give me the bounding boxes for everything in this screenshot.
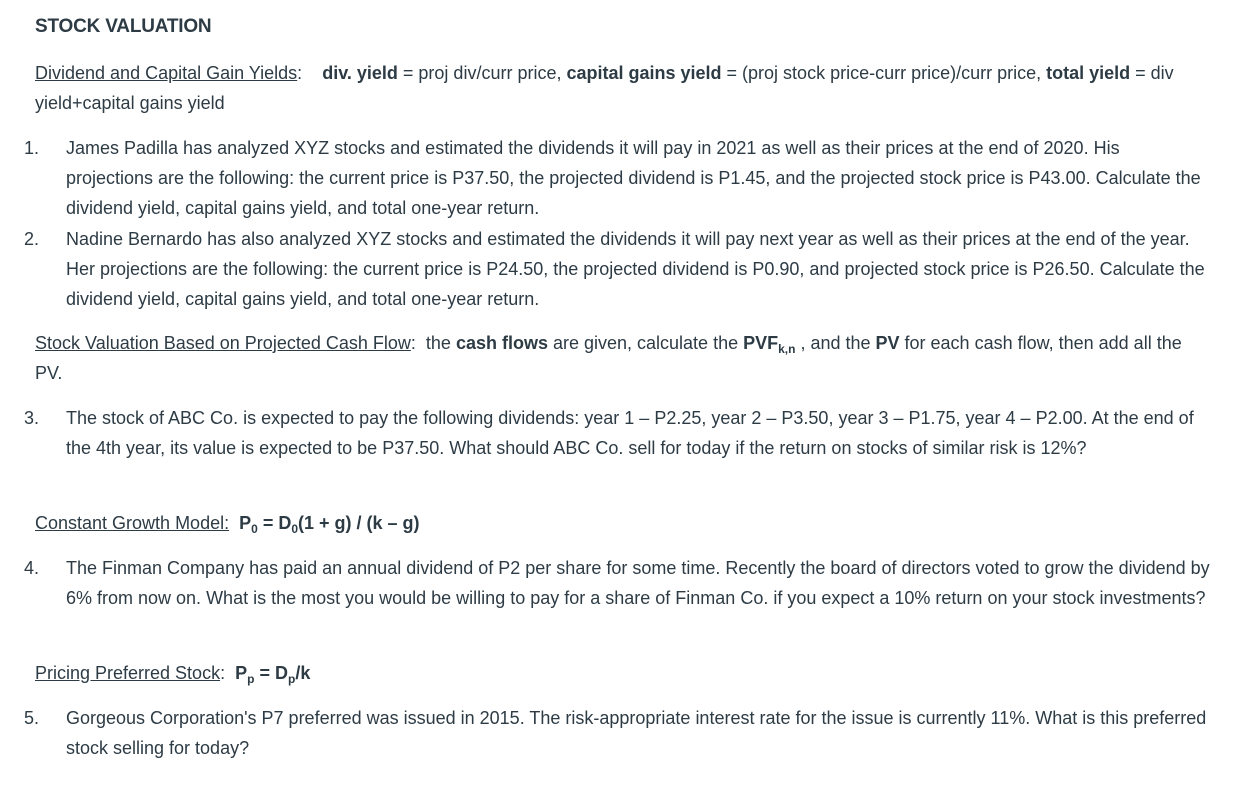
div-yield-formula: = proj div/curr price, <box>397 63 567 83</box>
pvf-subscript: k,n <box>778 342 796 356</box>
constant-growth-formula <box>239 513 420 536</box>
pv-term: PV <box>875 333 900 353</box>
cash-flows-term: cash flows <box>455 333 548 353</box>
projected-cash-flow-heading: Stock Valuation Based on Projected Cash Flow <box>35 333 411 353</box>
problem-text: Nadine Bernardo has also analyzed XYZ stocks and estimated the dividends it will pay next year as well as their prices at the end of the year. Her projections are the following: the current price is P24.50, the projected dividend is P0.90, and projected stock price is P26.50. Calculate the dividend yield, capital gains yield, and total one-year return. <box>66 229 1205 309</box>
problem-text: Gorgeous Corporation's P7 preferred was issued in 2015. The risk-appropriate interest rate for the issue is currently 11%. What is this preferred stock selling for today? <box>66 708 1207 758</box>
preferred-stock-heading: Pricing Preferred Stock <box>35 663 221 683</box>
preferred-stock-formula <box>235 663 311 686</box>
formula-symbol: = D <box>257 513 292 533</box>
yields-section <box>35 58 1205 118</box>
problem-text: James Padilla has analyzed XYZ stocks and estimated the dividends it will pay in 2021 as well as their prices at the end of 2020. His projections are the following: the current price is P37.50, the projected dividend is P1.45, and the projected stock price is P43.00. Calculate the dividend yield, capital gains yield, and total one-year return. <box>66 138 1201 218</box>
formula-symbol: = D <box>254 663 288 683</box>
problem-number: 1. <box>24 138 40 158</box>
text-fragment: the <box>425 333 456 353</box>
capital-gains-yield-label: capital gains yield <box>566 63 722 83</box>
problem-text: The Finman Company has paid an annual dividend of P2 per share for some time. Recently the board of directors voted to grow the dividend by 6% from now on. What is the most you would be willing to pay for a share of Finman Co. if you expect a 10% return on your stock investments? <box>66 558 1210 608</box>
formula-symbol: P <box>239 513 252 533</box>
pvf-term: PVF <box>743 333 779 353</box>
formula-symbol: P <box>235 663 248 683</box>
capital-gains-yield-formula: = (proj stock price-curr price)/curr price, <box>721 63 1047 83</box>
problem-item <box>24 133 1210 223</box>
preferred-stock-section <box>35 658 1205 688</box>
formula-subscript: p <box>287 672 296 686</box>
total-yield-label: total yield <box>1046 63 1131 83</box>
problem-number: 4. <box>24 558 40 578</box>
formula-subscript: 0 <box>291 522 299 536</box>
formula-symbol: /k <box>295 663 311 683</box>
projected-cash-flow-section <box>35 328 1205 388</box>
div-yield-label: div. yield <box>322 63 398 83</box>
text-fragment: are given, calculate the <box>547 333 744 353</box>
preferred-stock-colon: : <box>220 663 226 683</box>
problem-item <box>24 703 1210 763</box>
formula-subscript: 0 <box>251 522 258 536</box>
problem-item <box>24 224 1210 314</box>
text-fragment: , and the <box>795 333 876 353</box>
yields-heading: Dividend and Capital Gain Yields <box>35 63 298 83</box>
constant-growth-section <box>35 508 1205 538</box>
problem-number: 3. <box>24 408 40 428</box>
problem-number: 2. <box>24 229 40 249</box>
text-fragment: for each cash flow, then add all the PV. <box>35 333 1182 383</box>
projected-cash-flow-colon: : <box>410 333 416 353</box>
total-yield-formula: = div yield+capital gains yield <box>35 63 1174 113</box>
page-title: STOCK VALUATION <box>35 16 212 37</box>
problem-number: 5. <box>24 708 40 728</box>
formula-symbol: (1 + g) / (k – g) <box>298 513 420 533</box>
formula-subscript: p <box>247 672 255 686</box>
yields-colon: : <box>297 63 303 83</box>
constant-growth-heading: Constant Growth Model: <box>35 513 230 533</box>
problem-item <box>24 403 1210 463</box>
problem-text: The stock of ABC Co. is expected to pay the following dividends: year 1 – P2.25, year 2 – P3.50, year 3 – P1.75, year 4 – P2.00. At the end of the 4th year, its value is expected to be P37.50. What should ABC Co. sell for today if the return on stocks of similar risk is 12%? <box>66 408 1194 458</box>
problem-item <box>24 553 1210 613</box>
